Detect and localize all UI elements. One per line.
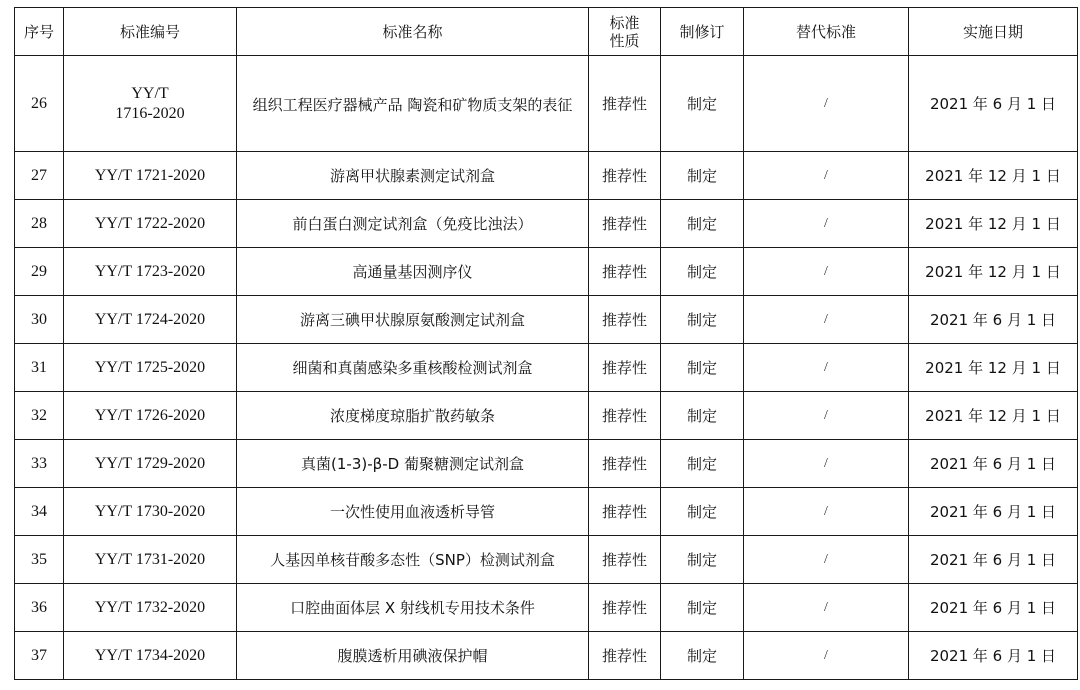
- cell-std-no: YY/T 1731-2020: [64, 536, 237, 584]
- table-row: [15, 248, 1078, 296]
- cell-revision: 制定: [661, 248, 744, 296]
- cell-std-name: 一次性使用血液透析导管: [237, 488, 589, 536]
- cell-date: 2021 年 6 月 1 日: [909, 632, 1078, 680]
- cell-date: 2021 年 12 月 1 日: [909, 392, 1078, 440]
- header-replaced: 替代标准: [744, 8, 909, 56]
- cell-revision: 制定: [661, 152, 744, 200]
- cell-nature: 推荐性: [589, 584, 661, 632]
- cell-nature: 推荐性: [589, 200, 661, 248]
- cell-seq: 33: [15, 440, 64, 488]
- cell-std-no: YY/T 1730-2020: [64, 488, 237, 536]
- header-nature-line1: 标准: [609, 13, 640, 32]
- cell-std-no: YY/T 1721-2020: [64, 152, 237, 200]
- cell-nature: 推荐性: [589, 392, 661, 440]
- cell-date: 2021 年 12 月 1 日: [909, 152, 1078, 200]
- table-row: [15, 344, 1078, 392]
- cell-date: 2021 年 6 月 1 日: [909, 56, 1078, 152]
- header-nature-line2: 性质: [609, 31, 640, 50]
- cell-replaced: /: [744, 296, 909, 344]
- cell-seq: 37: [15, 632, 64, 680]
- cell-replaced: /: [744, 584, 909, 632]
- cell-nature: 推荐性: [589, 344, 661, 392]
- cell-std-name: 口腔曲面体层 X 射线机专用技术条件: [237, 584, 589, 632]
- table-row: [15, 536, 1078, 584]
- table-row: [15, 584, 1078, 632]
- cell-std-name: 真菌(1-3)-β-D 葡聚糖测定试剂盒: [237, 440, 589, 488]
- cell-std-no: YY/T 1726-2020: [64, 392, 237, 440]
- cell-revision: 制定: [661, 296, 744, 344]
- table-row: [15, 632, 1078, 680]
- header-row: [15, 8, 1078, 56]
- cell-seq: 36: [15, 584, 64, 632]
- cell-seq: 27: [15, 152, 64, 200]
- cell-std-no-line1: YY/T: [131, 84, 169, 102]
- table-row: [15, 200, 1078, 248]
- cell-replaced: /: [744, 392, 909, 440]
- cell-std-no: [64, 56, 237, 152]
- cell-revision: 制定: [661, 56, 744, 152]
- cell-nature: 推荐性: [589, 632, 661, 680]
- cell-nature: 推荐性: [589, 296, 661, 344]
- cell-revision: 制定: [661, 584, 744, 632]
- cell-date: 2021 年 12 月 1 日: [909, 200, 1078, 248]
- cell-date: 2021 年 12 月 1 日: [909, 344, 1078, 392]
- cell-seq: 34: [15, 488, 64, 536]
- cell-revision: 制定: [661, 344, 744, 392]
- cell-replaced: /: [744, 440, 909, 488]
- cell-std-no: YY/T 1734-2020: [64, 632, 237, 680]
- header-std-name: 标准名称: [237, 8, 589, 56]
- cell-date: 2021 年 6 月 1 日: [909, 584, 1078, 632]
- cell-seq: 29: [15, 248, 64, 296]
- cell-revision: 制定: [661, 200, 744, 248]
- cell-seq: 31: [15, 344, 64, 392]
- cell-std-name: 腹膜透析用碘液保护帽: [237, 632, 589, 680]
- cell-seq: 28: [15, 200, 64, 248]
- cell-std-no: YY/T 1729-2020: [64, 440, 237, 488]
- cell-seq: 26: [15, 56, 64, 152]
- cell-std-no: YY/T 1725-2020: [64, 344, 237, 392]
- header-date: 实施日期: [909, 8, 1078, 56]
- cell-nature: 推荐性: [589, 152, 661, 200]
- cell-seq: 32: [15, 392, 64, 440]
- cell-replaced: /: [744, 200, 909, 248]
- cell-revision: 制定: [661, 392, 744, 440]
- table-row: [15, 56, 1078, 152]
- standards-table: [14, 7, 1078, 680]
- cell-date: 2021 年 6 月 1 日: [909, 296, 1078, 344]
- header-std-no: 标准编号: [64, 8, 237, 56]
- cell-std-no: YY/T 1724-2020: [64, 296, 237, 344]
- header-nature: [589, 8, 661, 56]
- cell-replaced: /: [744, 632, 909, 680]
- table-row: [15, 392, 1078, 440]
- cell-replaced: /: [744, 536, 909, 584]
- cell-seq: 35: [15, 536, 64, 584]
- table-row: [15, 152, 1078, 200]
- table-row: [15, 488, 1078, 536]
- cell-replaced: /: [744, 56, 909, 152]
- cell-std-name: 人基因单核苷酸多态性（SNP）检测试剂盒: [237, 536, 589, 584]
- header-revision: 制修订: [661, 8, 744, 56]
- cell-std-name: 浓度梯度琼脂扩散药敏条: [237, 392, 589, 440]
- table-row: [15, 440, 1078, 488]
- cell-nature: 推荐性: [589, 536, 661, 584]
- header-seq: 序号: [15, 8, 64, 56]
- cell-std-no: YY/T 1732-2020: [64, 584, 237, 632]
- cell-nature: 推荐性: [589, 56, 661, 152]
- cell-std-name: 组织工程医疗器械产品 陶瓷和矿物质支架的表征: [237, 56, 589, 152]
- table-row: [15, 296, 1078, 344]
- cell-revision: 制定: [661, 488, 744, 536]
- cell-date: 2021 年 6 月 1 日: [909, 536, 1078, 584]
- cell-date: 2021 年 6 月 1 日: [909, 488, 1078, 536]
- cell-std-no-line2: 1716-2020: [115, 104, 185, 122]
- cell-replaced: /: [744, 488, 909, 536]
- cell-std-name: 前白蛋白测定试剂盒（免疫比浊法）: [237, 200, 589, 248]
- cell-std-name: 细菌和真菌感染多重核酸检测试剂盒: [237, 344, 589, 392]
- cell-std-no: YY/T 1722-2020: [64, 200, 237, 248]
- cell-nature: 推荐性: [589, 440, 661, 488]
- cell-nature: 推荐性: [589, 488, 661, 536]
- cell-replaced: /: [744, 152, 909, 200]
- cell-seq: 30: [15, 296, 64, 344]
- cell-replaced: /: [744, 344, 909, 392]
- cell-nature: 推荐性: [589, 248, 661, 296]
- cell-revision: 制定: [661, 440, 744, 488]
- cell-replaced: /: [744, 248, 909, 296]
- cell-date: 2021 年 6 月 1 日: [909, 440, 1078, 488]
- cell-revision: 制定: [661, 536, 744, 584]
- cell-revision: 制定: [661, 632, 744, 680]
- cell-std-no: YY/T 1723-2020: [64, 248, 237, 296]
- cell-std-name: 游离三碘甲状腺原氨酸测定试剂盒: [237, 296, 589, 344]
- cell-std-name: 高通量基因测序仪: [237, 248, 589, 296]
- cell-std-name: 游离甲状腺素测定试剂盒: [237, 152, 589, 200]
- cell-date: 2021 年 12 月 1 日: [909, 248, 1078, 296]
